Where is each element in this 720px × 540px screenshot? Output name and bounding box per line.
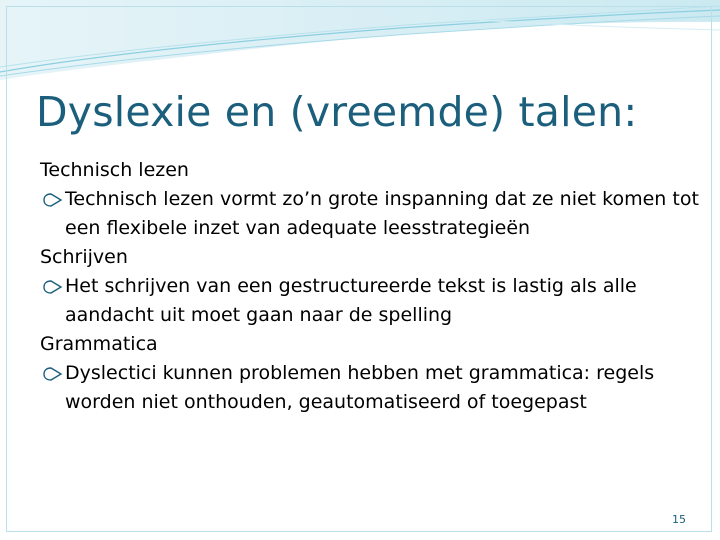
slide-content (40, 156, 700, 417)
bullet-text: Het schrijven van een gestructureerde tekst is lastig als alle aandacht uit moet gaan naar de spelling (65, 275, 637, 326)
bullet-text: Dyslectici kunnen problemen hebben met grammatica: regels worden niet onthouden, geautomatiseerd of toegepast (65, 362, 655, 413)
page-number: 15 (672, 513, 686, 526)
teardrop-bullet-icon (42, 193, 63, 207)
section-heading-grammatica: Grammatica (40, 333, 158, 355)
slide-title: Dyslexie en (vreemde) talen: (36, 88, 638, 136)
section-heading-technisch-lezen: Technisch lezen (40, 159, 189, 181)
bullet-schrijven (40, 272, 700, 330)
bullet-grammatica (40, 359, 700, 417)
teardrop-bullet-icon (42, 280, 63, 294)
bullet-text: Technisch lezen vormt zo’n grote inspanning dat ze niet komen tot een flexibele inzet van adequate leesstrategieën (65, 188, 699, 239)
section-heading-schrijven: Schrijven (40, 246, 128, 268)
teardrop-bullet-icon (42, 367, 63, 381)
bullet-technisch-lezen (40, 185, 700, 243)
